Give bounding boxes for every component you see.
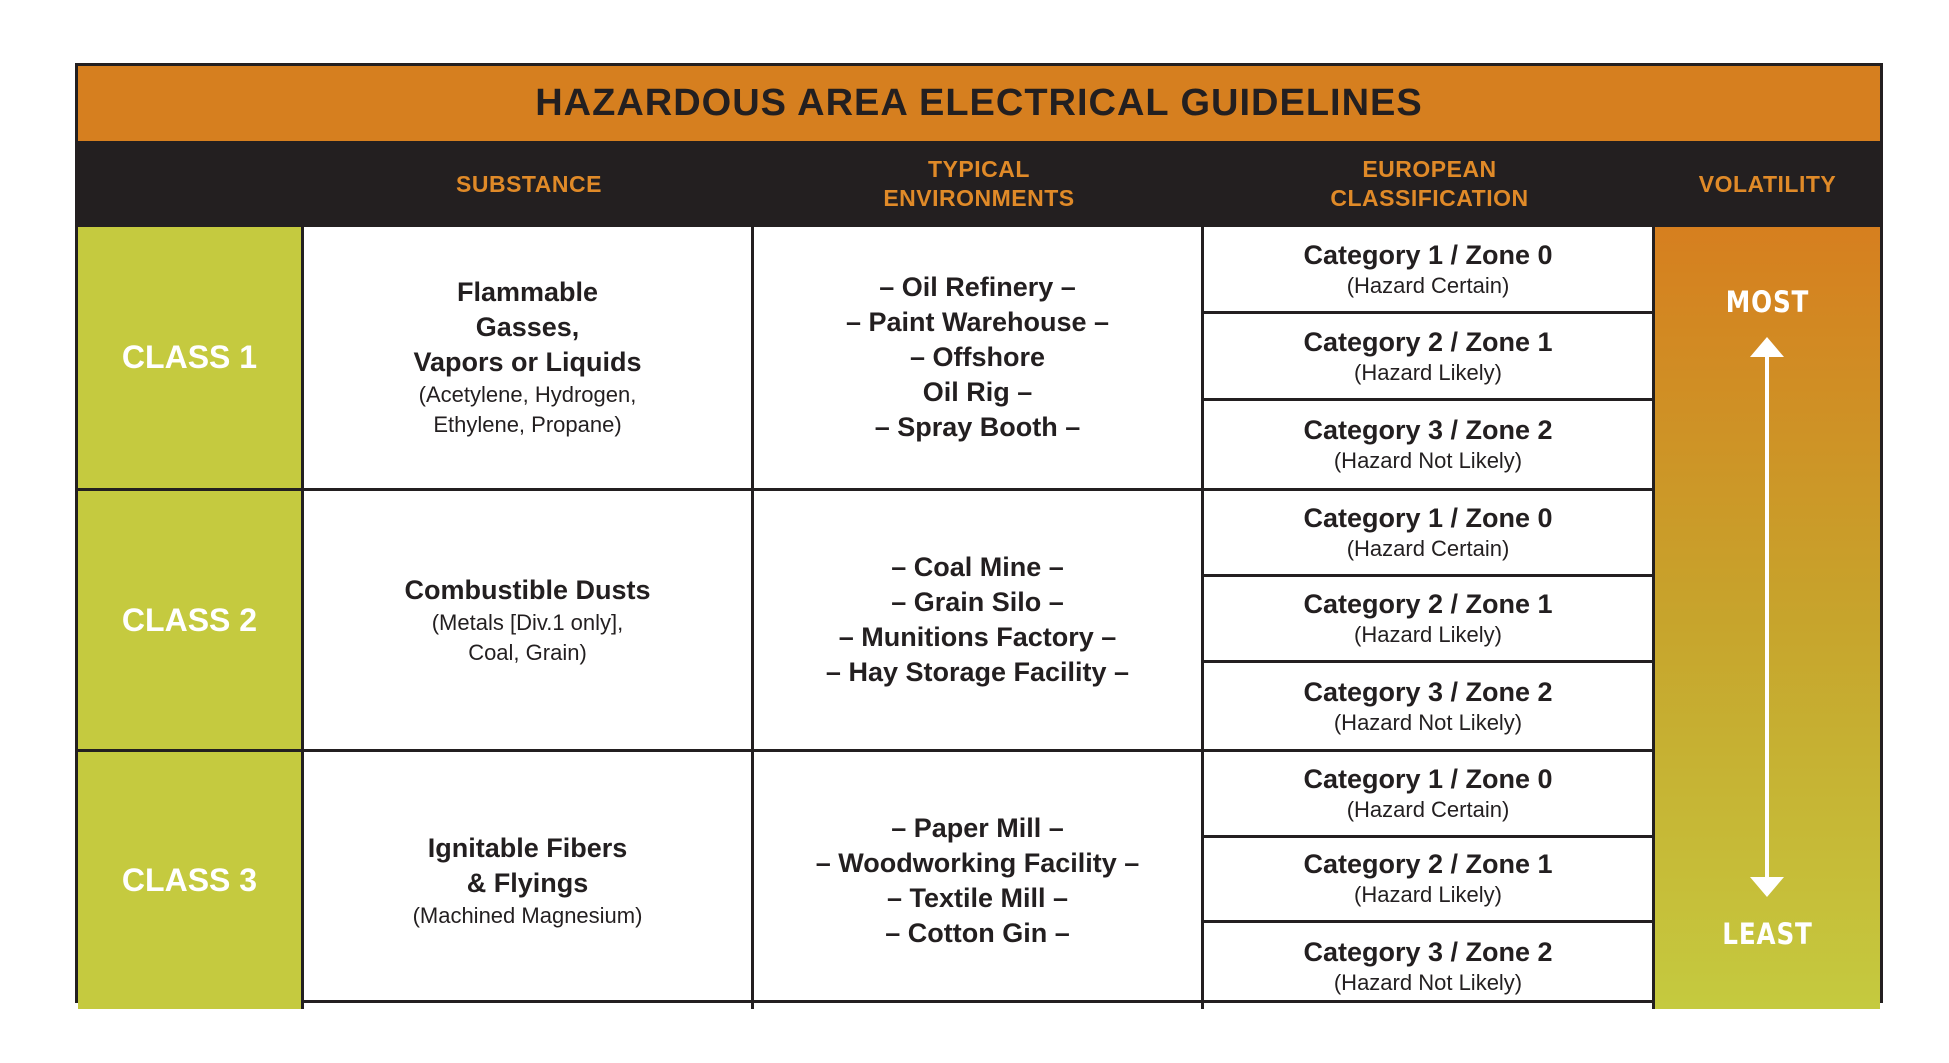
environment-item: – Spray Booth – bbox=[874, 412, 1081, 442]
substance-main: Ignitable Fibers & Flyings bbox=[427, 832, 628, 898]
category-item bbox=[1204, 838, 1652, 924]
classification-cell bbox=[1204, 749, 1655, 1009]
substance-detail: (Machined Magnesium) bbox=[412, 902, 643, 928]
category-title: Category 3 / Zone 2 bbox=[1303, 676, 1553, 707]
header-environments: TYPICAL ENVIRONMENTS bbox=[754, 141, 1204, 227]
category-title: Category 2 / Zone 1 bbox=[1303, 589, 1553, 619]
environment-item: – Cotton Gin – bbox=[885, 917, 1070, 948]
double-arrow-vertical-icon bbox=[1750, 337, 1784, 897]
class-label: CLASS 1 bbox=[78, 227, 304, 488]
classification-cell bbox=[1204, 227, 1655, 488]
category-sub: (Hazard Likely) bbox=[1354, 359, 1502, 385]
environment-item: – Grain Silo – bbox=[891, 587, 1064, 617]
guidelines-table bbox=[75, 63, 1883, 1003]
category-item bbox=[1204, 577, 1652, 663]
category-sub: (Hazard Not Likely) bbox=[1333, 709, 1523, 735]
substance-cell bbox=[304, 488, 754, 749]
environments-cell bbox=[754, 227, 1204, 488]
category-item bbox=[1204, 491, 1652, 577]
category-item bbox=[1204, 752, 1652, 838]
volatility-least-label: LEAST bbox=[1722, 917, 1813, 951]
substance-main: Flammable Gasses, Vapors or Liquids bbox=[413, 277, 642, 377]
environment-item: – Coal Mine – bbox=[891, 552, 1064, 582]
category-item bbox=[1204, 923, 1652, 1009]
category-sub: (Hazard Certain) bbox=[1346, 536, 1510, 561]
substance-detail: (Acetylene, Hydrogen, Ethylene, Propane) bbox=[418, 382, 637, 437]
volatility-most-label: MOST bbox=[1725, 285, 1810, 319]
class-label: CLASS 3 bbox=[78, 749, 304, 1009]
category-sub: (Hazard Not Likely) bbox=[1333, 969, 1523, 995]
table-title: HAZARDOUS AREA ELECTRICAL GUIDELINES bbox=[78, 66, 1880, 141]
category-title: Category 1 / Zone 0 bbox=[1303, 503, 1553, 533]
substance-detail: (Metals [Div.1 only], Coal, Grain) bbox=[431, 609, 624, 665]
category-sub: (Hazard Not Likely) bbox=[1333, 448, 1523, 473]
category-item bbox=[1204, 227, 1652, 314]
environment-item: – Offshore bbox=[909, 342, 1046, 372]
substance-cell bbox=[304, 749, 754, 1009]
environment-item: – Paper Mill – bbox=[891, 812, 1064, 843]
category-sub: (Hazard Likely) bbox=[1354, 622, 1502, 647]
category-item bbox=[1204, 663, 1652, 749]
category-sub: (Hazard Certain) bbox=[1346, 796, 1510, 822]
class-label: CLASS 2 bbox=[78, 488, 304, 749]
environment-item: Oil Rig – bbox=[922, 377, 1033, 407]
environment-item: – Woodworking Facility – bbox=[815, 847, 1140, 878]
environment-item: – Munitions Factory – bbox=[838, 622, 1117, 652]
substance-main: Combustible Dusts bbox=[404, 574, 651, 605]
category-item bbox=[1204, 401, 1652, 488]
environment-item: – Hay Storage Facility – bbox=[825, 657, 1130, 687]
category-sub: (Hazard Certain) bbox=[1346, 272, 1510, 298]
substance-cell bbox=[304, 227, 754, 488]
volatility-scale bbox=[1655, 227, 1880, 1009]
environment-item: – Paint Warehouse – bbox=[845, 307, 1110, 337]
category-title: Category 2 / Zone 1 bbox=[1303, 849, 1553, 880]
environment-item: – Oil Refinery – bbox=[879, 272, 1076, 302]
category-title: Category 1 / Zone 0 bbox=[1303, 239, 1553, 270]
header-class bbox=[78, 141, 304, 227]
category-title: Category 1 / Zone 0 bbox=[1303, 763, 1553, 794]
category-sub: (Hazard Likely) bbox=[1354, 882, 1502, 908]
category-title: Category 3 / Zone 2 bbox=[1303, 415, 1553, 445]
classification-cell bbox=[1204, 488, 1655, 749]
environment-item: – Textile Mill – bbox=[886, 882, 1069, 913]
category-item bbox=[1204, 314, 1652, 401]
environments-cell bbox=[754, 749, 1204, 1009]
environments-cell bbox=[754, 488, 1204, 749]
header-substance: SUBSTANCE bbox=[304, 141, 754, 227]
header-classification: EUROPEAN CLASSIFICATION bbox=[1204, 141, 1655, 227]
category-title: Category 3 / Zone 2 bbox=[1303, 936, 1553, 967]
category-title: Category 2 / Zone 1 bbox=[1303, 326, 1553, 357]
header-volatility: VOLATILITY bbox=[1655, 141, 1880, 227]
